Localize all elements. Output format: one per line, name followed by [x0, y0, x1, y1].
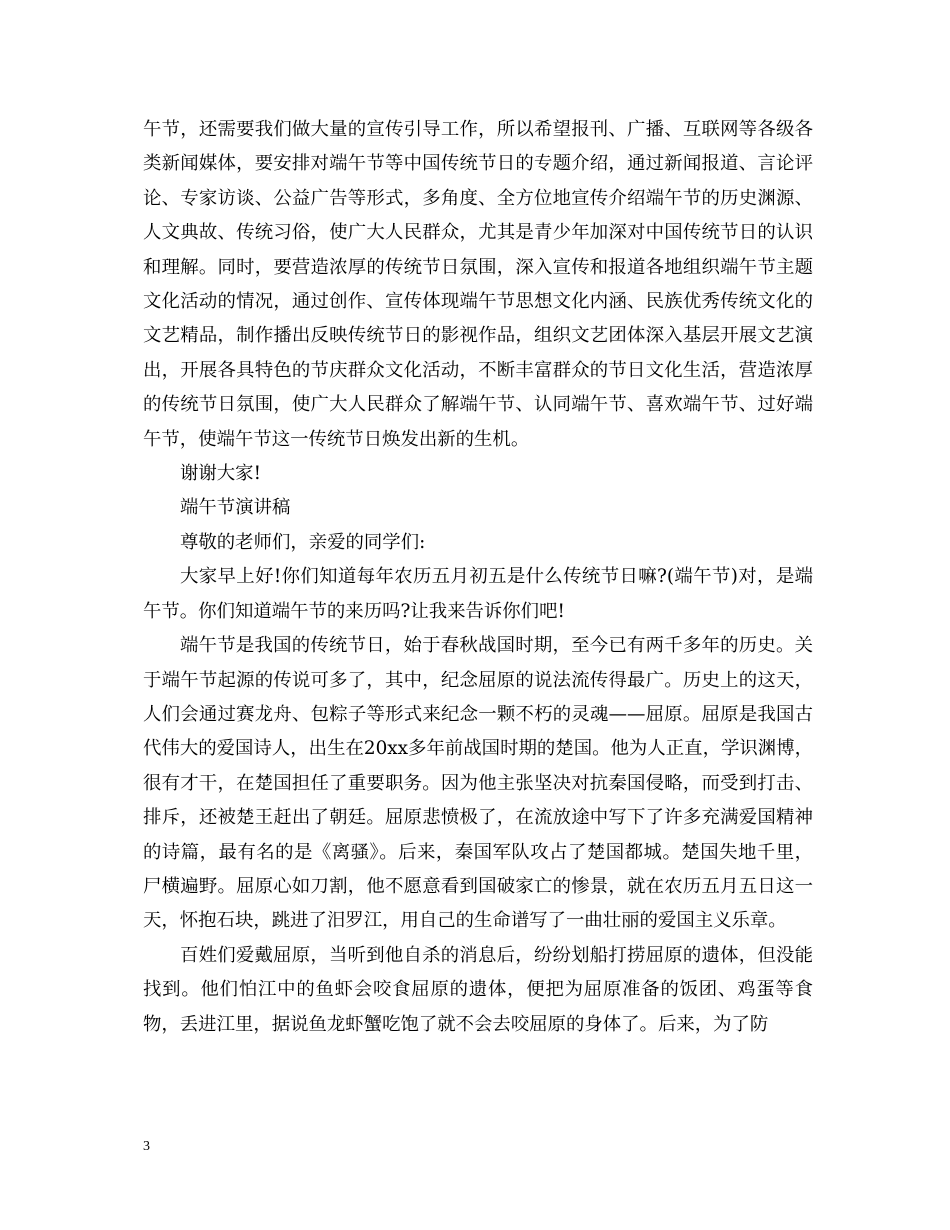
paragraph-thanks: 谢谢大家!	[180, 463, 261, 485]
paragraph-greeting: 大家早上好!你们知道每年农历五月初五是什么传统节日嘛?(端午节)对，是端午节。你们知道端午节的来历吗?让我来告诉你们吧!	[143, 566, 813, 622]
paragraph-people: 百姓们爱戴屈原，当听到他自杀的消息后，纷纷划船打捞屈原的遗体，但没能找到。他们怕江中的鱼虾会咬食屈原的遗体，便把为屈原准备的饭团、鸡蛋等食物，丢进江里，据说鱼龙虾蟹吃饱了就不会去咬屈原的身体了。后来，为了防	[143, 944, 813, 1035]
page-number: 3	[143, 1139, 150, 1154]
salutation: 尊敬的老师们，亲爱的同学们:	[180, 531, 426, 553]
paragraph-history: 端午节是我国的传统节日，始于春秋战国时期，至今已有两千多年的历史。关于端午节起源的传说可多了，其中，纪念屈原的说法流传得最广。历史上的这天，人们会通过赛龙舟、包粽子等形式来纪念一颗不朽的灵魂——屈原。屈原是我国古代伟大的爱国诗人，出生在20xx多年前战国时期的楚国。他为人正直，学识渊博，很有才干，在楚国担任了重要职务。因为他主张坚决对抗秦国侵略，而受到打击、排斥，还被楚王赶出了朝廷。屈原悲愤极了，在流放途中写下了许多充满爱国精神的诗篇，最有名的是《离骚》。后来，秦国军队攻占了楚国都城。楚国失地千里，尸横遍野。屈原心如刀割，他不愿意看到国破家亡的惨景，就在农历五月五日这一天，怀抱石块，跳进了汨罗江，用自己的生命谱写了一曲壮丽的爱国主义乐章。	[143, 635, 813, 932]
paragraph-1: 午节，还需要我们做大量的宣传引导工作，所以希望报刊、广播、互联网等各级各类新闻媒体，要安排对端午节等中国传统节日的专题介绍，通过新闻报道、言论评论、专家访谈、公益广告等形式，多角度、全方位地宣传介绍端午节的历史渊源、人文典故、传统习俗，使广大人民群众，尤其是青少年加深对中国传统节日的认识和理解。同时，要营造浓厚的传统节日氛围，深入宣传和报道各地组织端午节主题文化活动的情况，通过创作、宣传体现端午节思想文化内涵、民族优秀传统文化的文艺精品，制作播出反映传统节日的影视作品，组织文艺团体深入基层开展文艺演出，开展各具特色的节庆群众文化活动，不断丰富群众的节日文化生活，营造浓厚的传统节日氛围，使广大人民群众了解端午节、认同端午节、喜欢端午节、过好端午节，使端午节这一传统节日焕发出新的生机。	[143, 119, 813, 450]
body-text	[143, 113, 813, 1042]
speech-title: 端午节演讲稿	[180, 497, 291, 519]
